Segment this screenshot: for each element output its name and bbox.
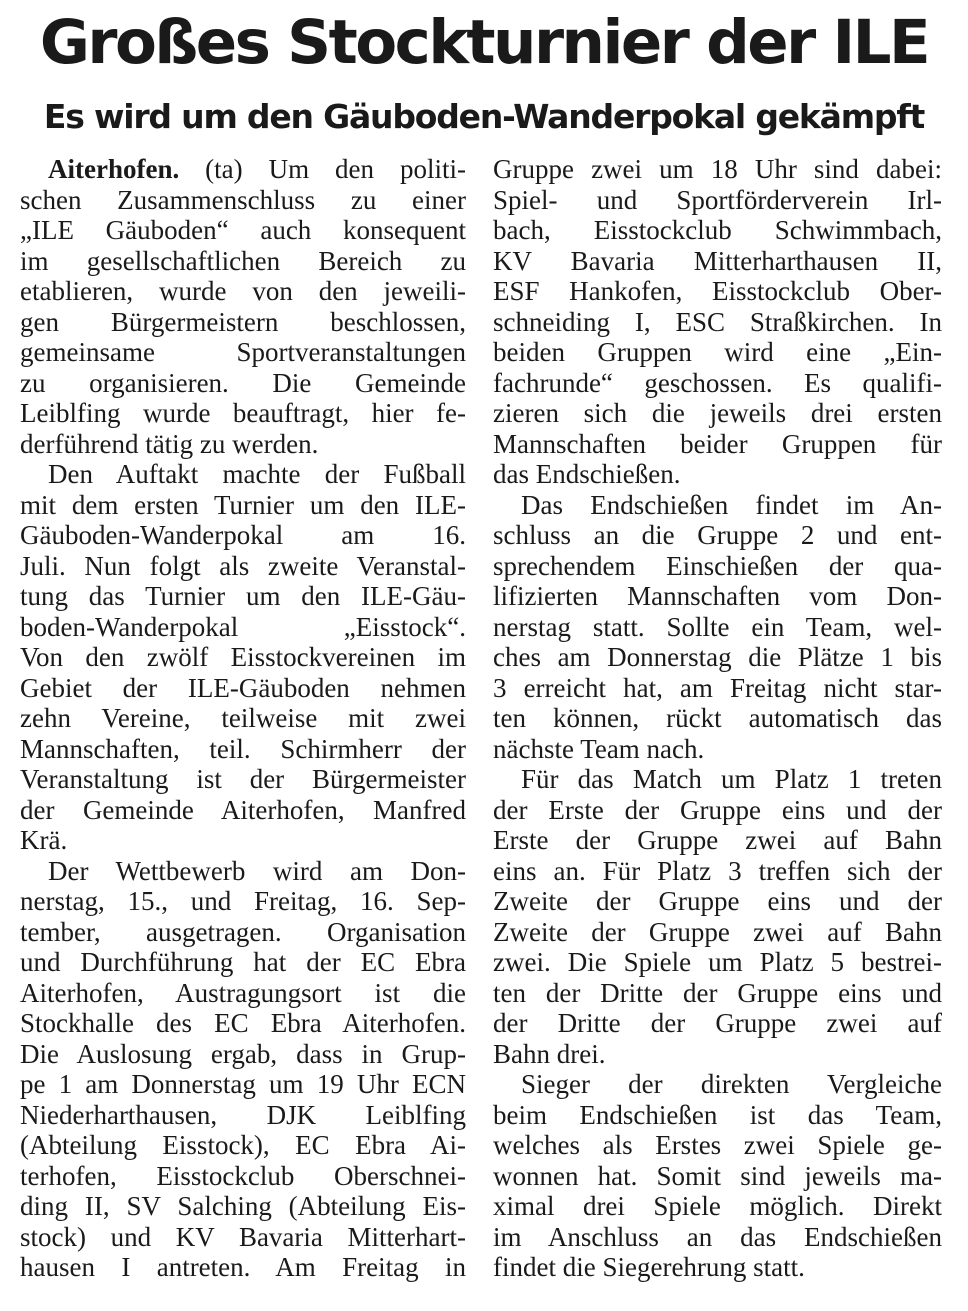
text-line <box>493 856 942 887</box>
text-line <box>20 398 466 429</box>
line-text: der Gemeinde Aiterhofen, Manfred <box>20 794 466 825</box>
line-text: Juli. Nun folgt als zweite Veranstal- <box>20 550 466 581</box>
line-text: zehn Vereine, teilweise mit zwei <box>20 703 466 733</box>
line-text: nächste Team nach. <box>493 733 705 764</box>
text-line <box>20 642 466 673</box>
text-line <box>20 1222 466 1253</box>
line-text: schneiding I, ESC Straßkirchen. In <box>493 306 942 337</box>
text-line <box>20 673 466 704</box>
text-line <box>20 886 466 917</box>
text-line <box>20 429 466 460</box>
text-line <box>20 856 466 887</box>
line-text: Krä. <box>20 825 68 855</box>
line-text: bach, Eisstockclub Schwimmbach, <box>493 215 942 245</box>
line-text: „ILE Gäuboden“ auch konsequent <box>20 215 466 245</box>
text-line <box>493 1191 942 1222</box>
line-text: ESF Hankofen, Eisstockclub Ober- <box>493 276 942 306</box>
text-line <box>493 1039 942 1070</box>
line-text: fachrunde“ geschossen. Es qualifi- <box>493 367 942 398</box>
text-line <box>20 154 466 185</box>
line-text: ten der Dritte der Gruppe eins und <box>493 977 942 1008</box>
text-line <box>20 703 466 734</box>
text-line <box>20 368 466 399</box>
text-line <box>493 307 942 338</box>
text-line <box>20 581 466 612</box>
text-line <box>493 1161 942 1192</box>
text-line <box>20 1100 466 1131</box>
line-text: Stockhalle des EC Ebra Aiterhofen. <box>20 1008 466 1038</box>
line-text: boden-Wanderpokal „Eisstock“. <box>20 611 466 642</box>
text-line <box>493 581 942 612</box>
line-text: ximal drei Spiele möglich. Direkt <box>493 1191 942 1221</box>
text-line <box>493 459 942 490</box>
line-text: tung das Turnier um den ILE-Gäu- <box>20 581 466 611</box>
line-text: etablieren, wurde von den jeweili- <box>20 276 466 306</box>
line-text: zieren sich die jeweils drei ersten <box>493 398 942 428</box>
line-text: terhofen, Eisstockclub Oberschnei- <box>20 1160 466 1191</box>
text-line <box>493 703 942 734</box>
text-line <box>493 1222 942 1253</box>
line-text: welches als Erstes zwei Spiele ge- <box>493 1130 942 1160</box>
text-line <box>493 154 942 185</box>
text-line <box>493 612 942 643</box>
line-text: nerstag statt. Sollte ein Team, wel- <box>493 611 942 642</box>
line-text: nerstag, 15., und Freitag, 16. Sep- <box>20 886 466 916</box>
line-text: Bahn drei. <box>493 1038 606 1069</box>
line-text: Von den zwölf Eisstockvereinen im <box>20 642 466 672</box>
text-line <box>493 947 942 978</box>
line-text: Mannschaften, teil. Schirmherr der <box>20 733 466 764</box>
text-line <box>493 673 942 704</box>
text-line <box>20 1130 466 1161</box>
line-text: ten können, rückt automatisch das <box>493 703 942 733</box>
line-text: derführend tätig zu werden. <box>20 428 319 459</box>
text-line <box>493 246 942 277</box>
text-line <box>20 459 466 490</box>
line-text: Das Endschießen findet im An- <box>521 489 942 520</box>
line-text: beim Endschießen ist das Team, <box>493 1099 942 1130</box>
line-text: Sieger der direkten Vergleiche <box>521 1069 942 1099</box>
text-line <box>493 917 942 948</box>
line-text: KV Bavaria Mitterharthausen II, <box>493 245 942 276</box>
line-text: wonnen hat. Somit sind jeweils ma- <box>493 1160 942 1191</box>
line-text: (Abteilung Eisstock), EC Ebra Ai- <box>20 1130 466 1160</box>
text-line <box>493 368 942 399</box>
line-text: Die Auslosung ergab, dass in Grup- <box>20 1038 466 1069</box>
text-line <box>493 764 942 795</box>
text-line <box>493 551 942 582</box>
line-text: (ta) Um den politi- <box>179 154 466 184</box>
dateline: Aiterhofen. <box>48 154 180 184</box>
text-line <box>20 764 466 795</box>
line-text: Gebiet der ILE-Gäuboden nehmen <box>20 672 466 703</box>
text-line <box>20 1161 466 1192</box>
article-column-left <box>20 154 466 1283</box>
line-text: lifizierten Mannschaften vom Don- <box>493 581 942 611</box>
text-line <box>20 1008 466 1039</box>
text-line <box>493 1130 942 1161</box>
line-text: 3 erreicht hat, am Freitag nicht star- <box>493 672 942 703</box>
headline: Großes Stockturnier der ILE <box>39 7 929 78</box>
line-text: eins an. Für Platz 3 treffen sich der <box>493 855 942 886</box>
line-text: Niederharthausen, DJK Leiblfing <box>20 1099 466 1130</box>
text-line <box>20 1069 466 1100</box>
text-line <box>20 1039 466 1070</box>
text-line <box>20 978 466 1009</box>
article-column-right <box>493 154 942 1283</box>
text-line <box>20 734 466 765</box>
text-line <box>493 337 942 368</box>
text-line <box>20 276 466 307</box>
text-line <box>493 642 942 673</box>
text-line <box>20 947 466 978</box>
line-text: der Dritte der Gruppe zwei auf <box>493 1008 942 1038</box>
line-text: das Endschießen. <box>493 459 681 489</box>
text-line <box>493 1069 942 1100</box>
text-line <box>493 1252 942 1283</box>
line-text: gemeinsame Sportveranstaltungen <box>20 337 466 367</box>
line-text: Spiel- und Sportförderverein Irl- <box>493 184 942 215</box>
text-line <box>20 551 466 582</box>
text-line <box>493 520 942 551</box>
line-text: zu organisieren. Die Gemeinde <box>20 367 466 398</box>
text-line <box>20 215 466 246</box>
line-text: Für das Match um Platz 1 treten <box>521 764 942 794</box>
line-text: im Anschluss an das Endschießen <box>493 1221 942 1252</box>
text-line <box>20 307 466 338</box>
line-text: Den Auftakt machte der Fußball <box>48 459 466 489</box>
text-line <box>493 734 942 765</box>
text-line <box>493 825 942 856</box>
line-text: Gäuboden-Wanderpokal am 16. <box>20 520 466 550</box>
line-text: pe 1 am Donnerstag um 19 Uhr ECN <box>20 1069 466 1099</box>
text-line <box>20 337 466 368</box>
text-line <box>493 398 942 429</box>
text-line <box>20 1191 466 1222</box>
text-line <box>493 1008 942 1039</box>
line-text: sprechendem Einschießen der qua- <box>493 550 942 581</box>
line-text: schen Zusammenschluss zu einer <box>20 184 466 215</box>
text-line <box>493 978 942 1009</box>
line-text: schluss an die Gruppe 2 und ent- <box>493 520 942 550</box>
line-text: findet die Siegerehrung statt. <box>493 1252 805 1282</box>
text-line <box>20 917 466 948</box>
line-text: Der Wettbewerb wird am Don- <box>48 855 466 886</box>
line-text: hausen I antreten. Am Freitag in <box>20 1252 466 1282</box>
line-text: zwei. Die Spiele um Platz 5 bestrei- <box>493 947 942 977</box>
text-line <box>20 490 466 521</box>
text-line <box>493 886 942 917</box>
line-text: Veranstaltung ist der Bürgermeister <box>20 764 466 794</box>
line-text: ches am Donnerstag die Plätze 1 bis <box>493 642 942 672</box>
text-line <box>20 246 466 277</box>
line-text: mit dem ersten Turnier um den ILE- <box>20 489 466 520</box>
text-line <box>493 795 942 826</box>
line-text: ding II, SV Salching (Abteilung Eis- <box>20 1191 466 1221</box>
text-line <box>20 825 466 856</box>
line-text: Zweite der Gruppe eins und der <box>493 886 942 916</box>
text-line <box>493 185 942 216</box>
line-text: tember, ausgetragen. Organisation <box>20 916 466 947</box>
text-line <box>493 1100 942 1131</box>
line-text: Aiterhofen, Austragungsort ist die <box>20 977 466 1008</box>
line-text: Leiblfing wurde beauftragt, hier fe- <box>20 398 466 428</box>
line-text: im gesellschaftlichen Bereich zu <box>20 245 466 276</box>
text-line <box>493 215 942 246</box>
line-text: Mannschaften beider Gruppen für <box>493 428 942 459</box>
text-line <box>20 185 466 216</box>
line-text: gen Bürgermeistern beschlossen, <box>20 306 466 337</box>
line-text: Zweite der Gruppe zwei auf Bahn <box>493 916 942 947</box>
text-line <box>493 490 942 521</box>
text-line <box>20 1252 466 1283</box>
line-text: und Durchführung hat der EC Ebra <box>20 947 466 977</box>
text-line <box>493 429 942 460</box>
subheadline: Es wird um den Gäuboden-Wanderpokal gekämpft <box>43 97 925 136</box>
line-text: beiden Gruppen wird eine „Ein- <box>493 337 942 367</box>
line-text: der Erste der Gruppe eins und der <box>493 794 942 825</box>
line-text: stock) und KV Bavaria Mitterhart- <box>20 1221 466 1252</box>
text-line <box>20 520 466 551</box>
text-line <box>20 795 466 826</box>
text-line <box>493 276 942 307</box>
text-line <box>20 612 466 643</box>
line-text: Erste der Gruppe zwei auf Bahn <box>493 825 942 855</box>
line-text: Gruppe zwei um 18 Uhr sind dabei: <box>493 154 942 184</box>
